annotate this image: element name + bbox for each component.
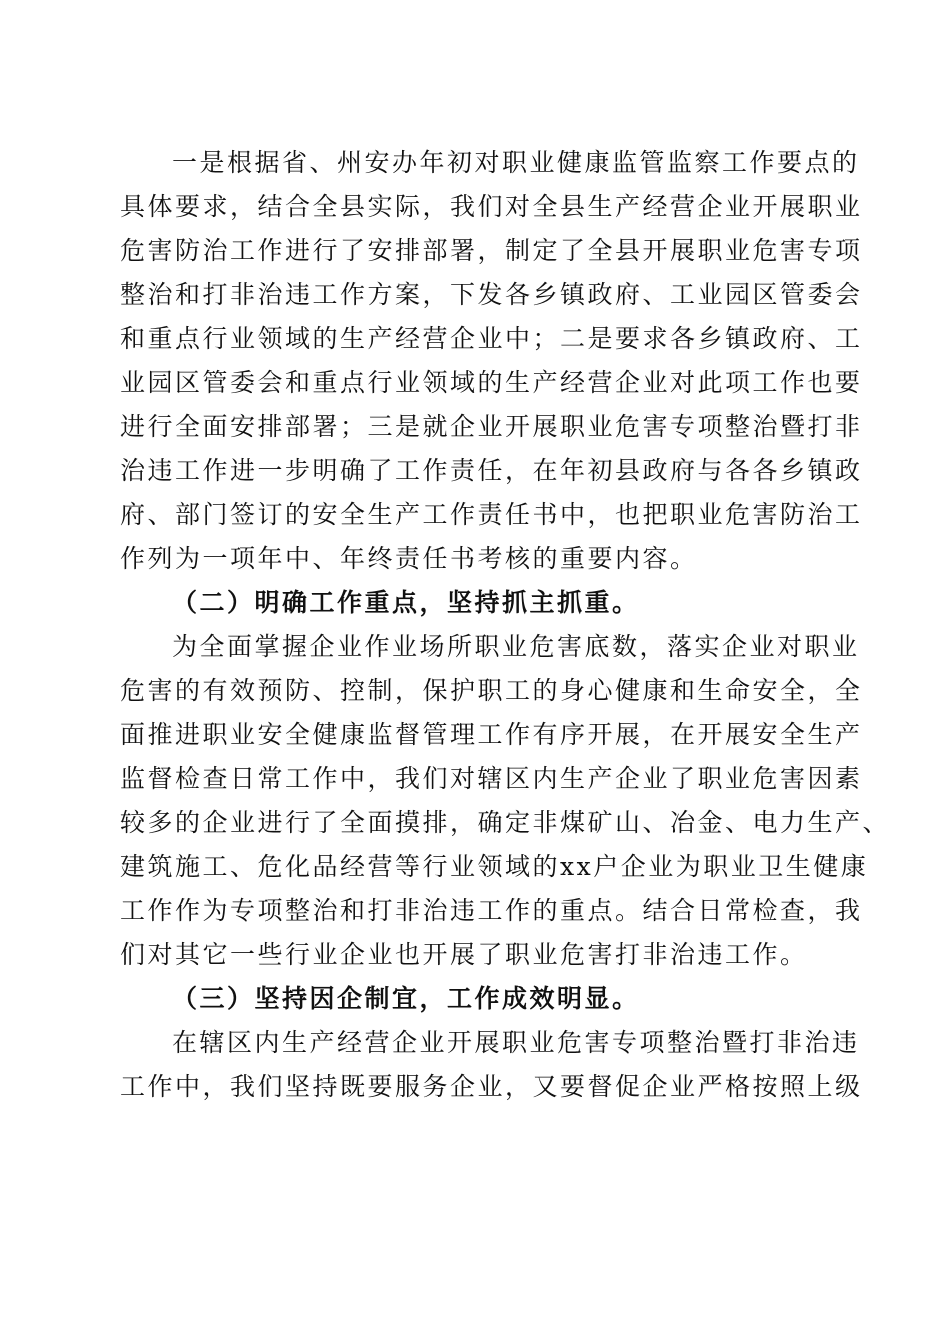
text-line: 危害的有效预防、控制，保护职工的身心健康和生命安全，全 (120, 676, 863, 705)
text-line: 工作作为专项整治和打非治违工作的重点。结合日常检查，我 (120, 896, 863, 925)
text-line: 府、部门签订的安全生产工作责任书中，也把职业危害防治工 (120, 500, 863, 529)
text-line: 作列为一项年中、年终责任书考核的重要内容。 (120, 544, 698, 573)
text-line: 面推进职业安全健康监督管理工作有序开展，在开展安全生产 (120, 720, 863, 749)
text-line: 治违工作进一步明确了工作责任，在年初县政府与各各乡镇政 (120, 456, 863, 485)
text-line: 一是根据省、州安办年初对职业健康监管监察工作要点的 (172, 148, 860, 177)
text-line: 具体要求，结合全县实际，我们对全县生产经营企业开展职业 (120, 192, 863, 221)
text-line: 工作中，我们坚持既要服务企业，又要督促企业严格按照上级 (120, 1072, 863, 1101)
text-line: 较多的企业进行了全面摸排，确定非煤矿山、冶金、电力生产、 (120, 808, 891, 837)
text-line: 为全面掌握企业作业场所职业危害底数，落实企业对职业 (172, 632, 860, 661)
text-line: 和重点行业领域的生产经营企业中；二是要求各乡镇政府、工 (120, 324, 863, 353)
section-heading-3: （三）坚持因企制宜，工作成效明显。 (172, 984, 640, 1013)
text-line: 在辖区内生产经营企业开展职业危害专项整治暨打非治违 (172, 1028, 860, 1057)
text-line: 进行全面安排部署；三是就企业开展职业危害专项整治暨打非 (120, 412, 863, 441)
text-line: 们对其它一些行业企业也开展了职业危害打非治违工作。 (120, 940, 808, 969)
text-line: 建筑施工、危化品经营等行业领域的xx户企业为职业卫生健康 (120, 852, 869, 881)
text-line: 监督检查日常工作中，我们对辖区内生产企业了职业危害因素 (120, 764, 863, 793)
section-heading-2: （二）明确工作重点，坚持抓主抓重。 (172, 588, 640, 617)
text-line: 业园区管委会和重点行业领域的生产经营企业对此项工作也要 (120, 368, 863, 397)
text-line: 危害防治工作进行了安排部署，制定了全县开展职业危害专项 (120, 236, 863, 265)
text-line: 整治和打非治违工作方案，下发各乡镇政府、工业园区管委会 (120, 280, 863, 309)
